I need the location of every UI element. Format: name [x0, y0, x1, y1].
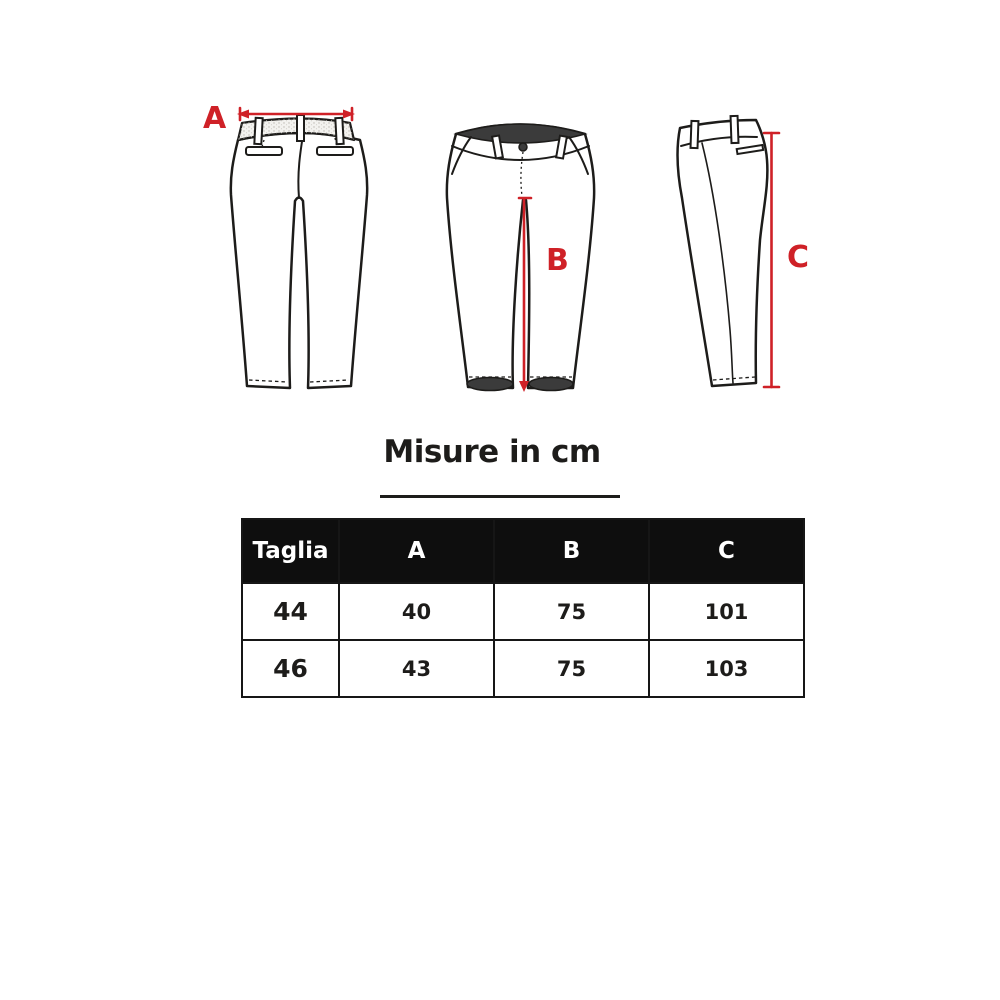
- pants-front-view-illustration: [440, 100, 600, 400]
- header-c: C: [649, 519, 804, 583]
- measure-label-b: B: [546, 243, 569, 278]
- size-table: [241, 518, 805, 698]
- measure-label-c: C: [787, 240, 810, 275]
- back-pocket: [317, 147, 353, 155]
- belt-loop: [335, 118, 343, 144]
- page-title: Misure in cm: [383, 434, 601, 470]
- hem-cuff: [529, 378, 573, 391]
- header-a: A: [339, 519, 494, 583]
- title-underline: [380, 495, 620, 498]
- header-b: B: [494, 519, 649, 583]
- size-46-c: 103: [649, 640, 804, 697]
- waist-button: [519, 143, 527, 151]
- belt-loop: [297, 115, 304, 141]
- size-44: 44: [242, 583, 339, 640]
- size-46-b: 75: [494, 640, 649, 697]
- pants-back-view-illustration: [183, 98, 425, 398]
- pants-side-view-illustration: [655, 100, 800, 400]
- size-44-b: 75: [494, 583, 649, 640]
- back-pocket: [246, 147, 282, 155]
- pants-front-silhouette: [447, 125, 594, 389]
- measure-label-a: A: [203, 101, 227, 136]
- size-46: 46: [242, 640, 339, 697]
- header-taglia: Taglia: [242, 519, 339, 583]
- size-44-c: 101: [649, 583, 804, 640]
- table-row: [242, 583, 804, 640]
- hem-cuff: [467, 378, 513, 391]
- belt-loop: [691, 121, 699, 148]
- size-table-header-row: [242, 519, 804, 583]
- size-44-a: 40: [339, 583, 494, 640]
- belt-loop: [731, 116, 739, 143]
- table-row: [242, 640, 804, 697]
- belt-loop: [254, 118, 262, 144]
- size-46-a: 43: [339, 640, 494, 697]
